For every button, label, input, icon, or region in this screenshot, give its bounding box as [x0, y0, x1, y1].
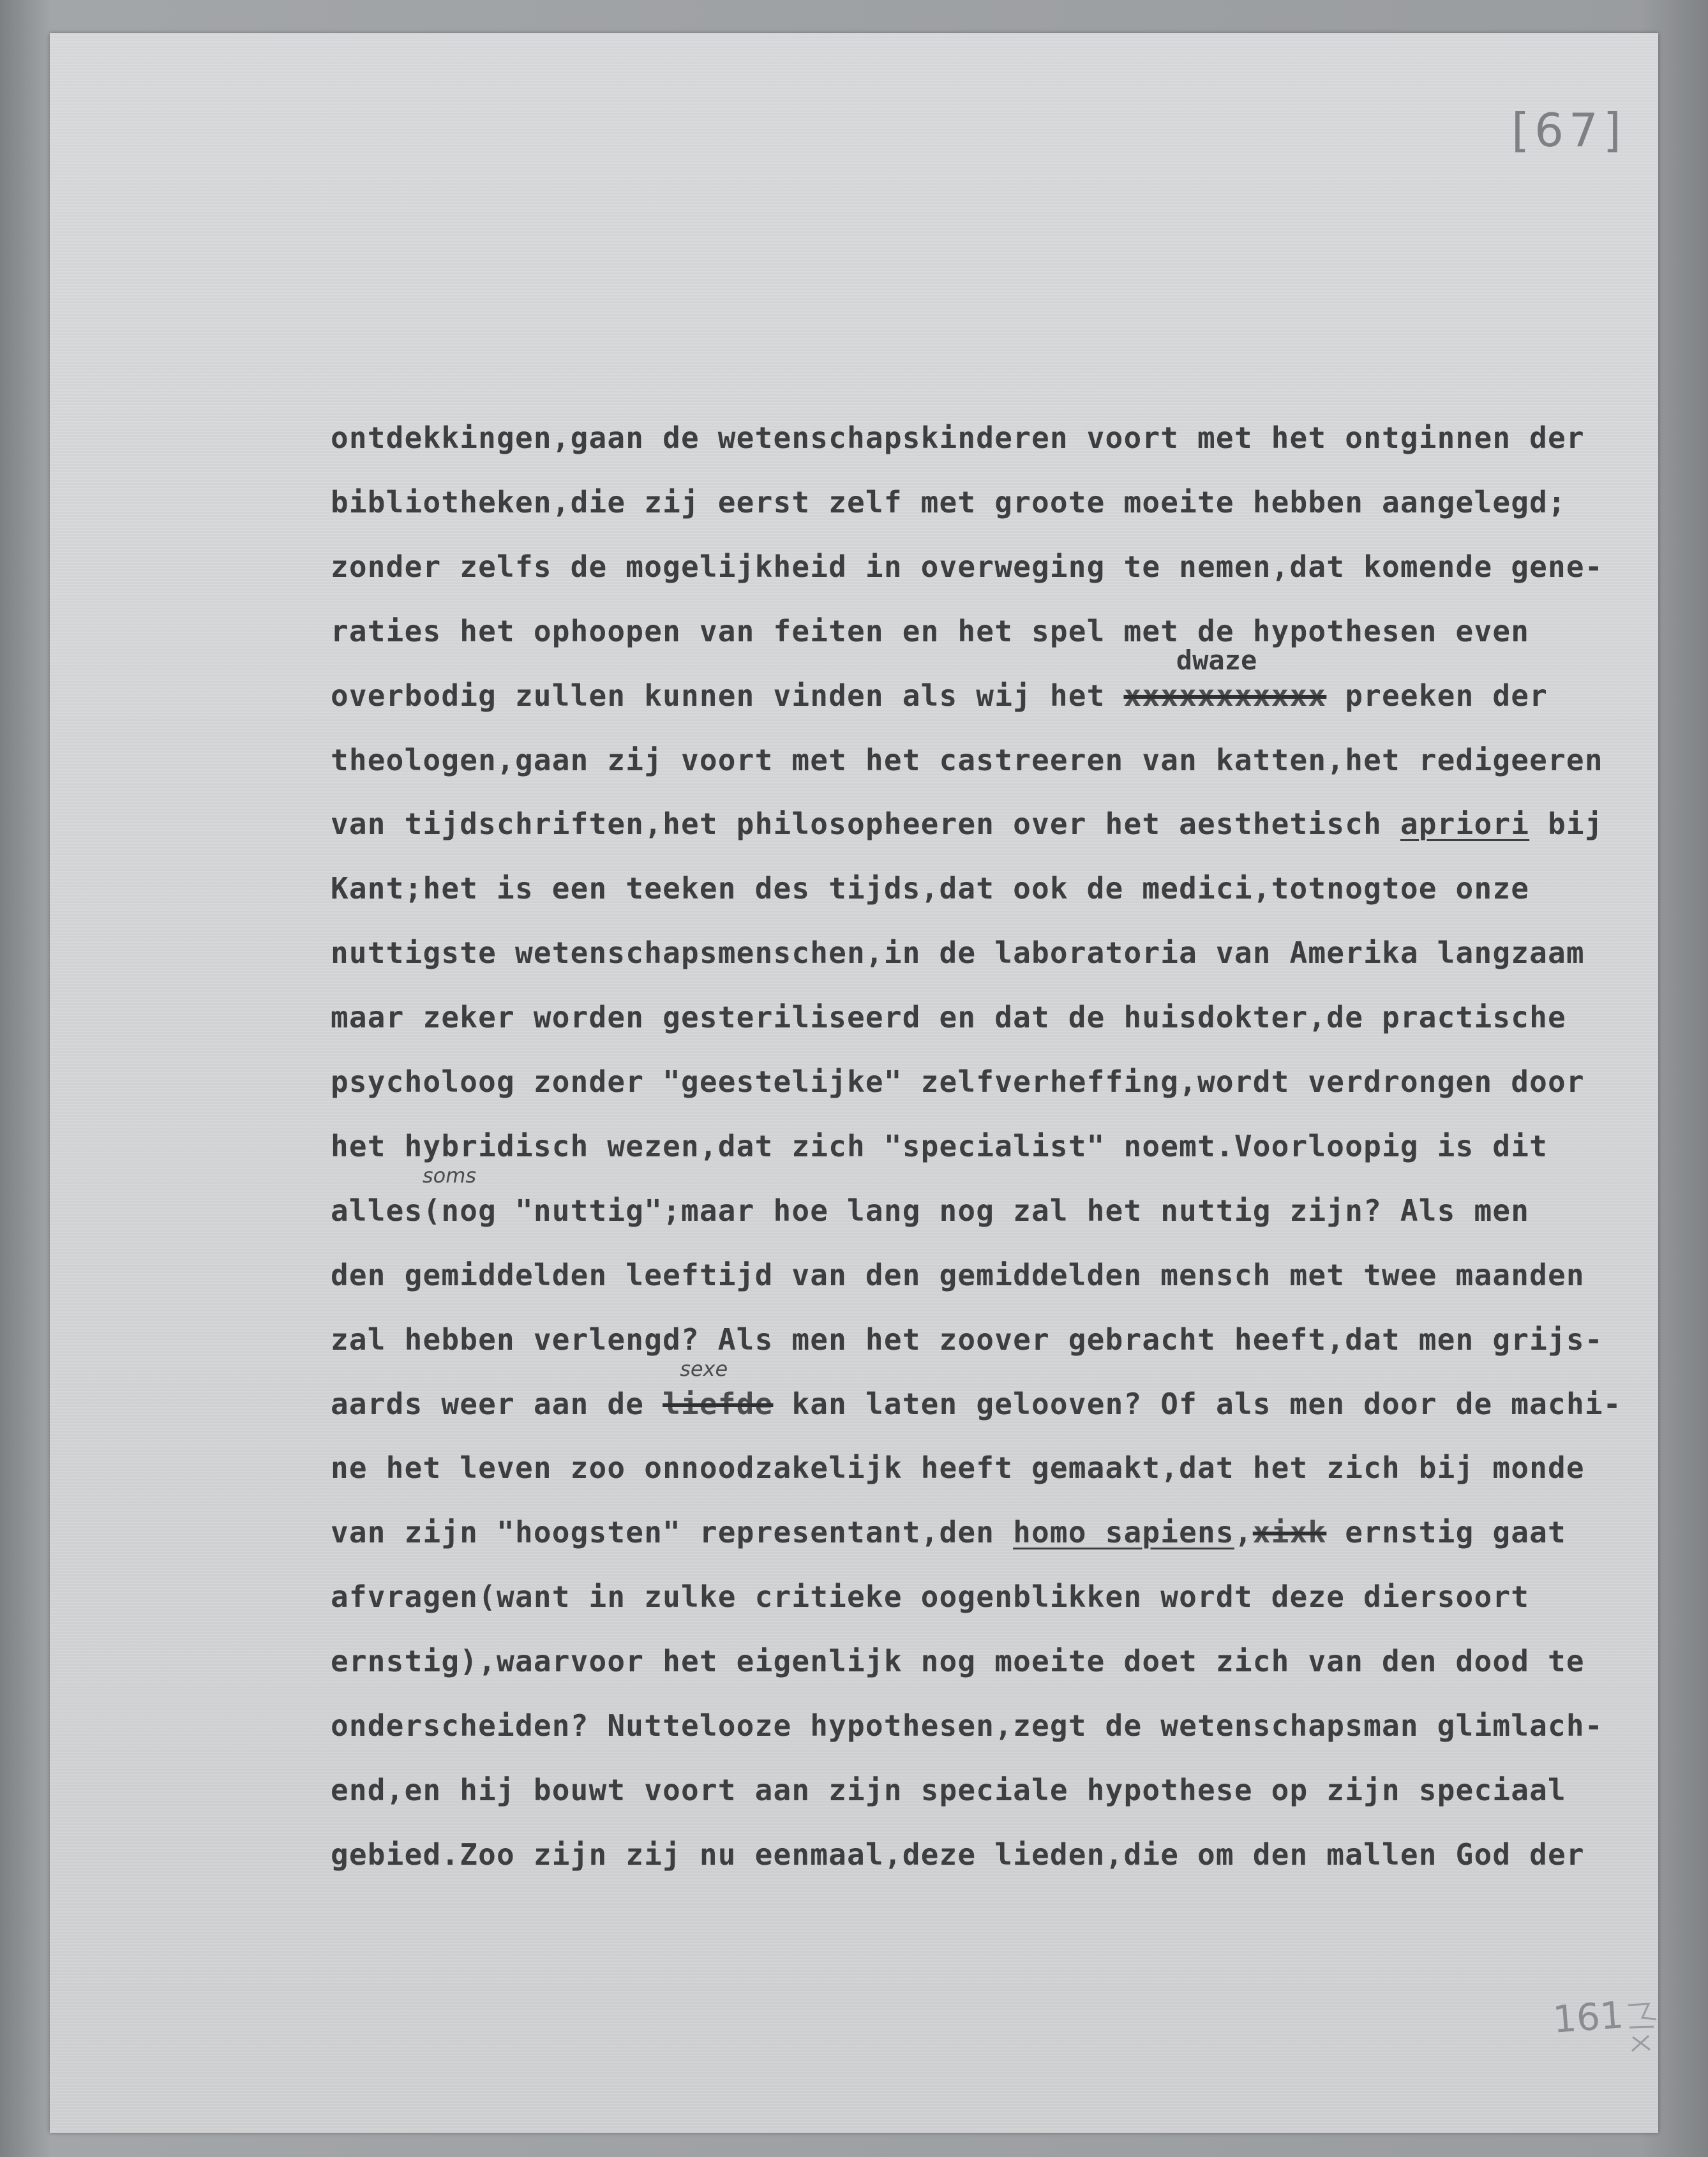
text-run: onderscheiden? Nuttelooze hypothesen,zegt de wetenschapsman glimlach-: [331, 1708, 1603, 1743]
text-run: bij: [1529, 807, 1603, 842]
scribble-mark-icon: [1623, 1999, 1661, 2056]
text-run: zal hebben verlengd? Als men het zoover gebracht heeft,dat men grijs-: [331, 1322, 1603, 1357]
text-run: zonder zelfs de mogelijkheid in overweging te nemen,dat komende gene-: [331, 549, 1603, 584]
text-line: [331, 1257, 1585, 1293]
text-run: ,: [1234, 1515, 1253, 1550]
archive-folio-mark: 161: [1551, 1993, 1625, 2041]
text-run: ontdekkingen,gaan de wetenschapskinderen voort met het ontginnen der: [331, 421, 1585, 455]
text-line: [331, 549, 1603, 585]
text-line: [331, 999, 1566, 1035]
text-line: [331, 1064, 1585, 1100]
text-run: overbodig zullen kunnen vinden als wij het: [331, 678, 1124, 713]
text-line: [331, 935, 1585, 971]
underlined-text: homo sapiens: [1013, 1515, 1234, 1550]
struck-out-text: xixk: [1252, 1515, 1327, 1550]
text-run: ernstig gaat: [1326, 1515, 1566, 1550]
text-line: [331, 1708, 1603, 1743]
text-run: het hybridisch wezen,dat zich "specialist" noemt.Voorloopig is dit: [331, 1128, 1548, 1163]
text-run: ernstig),waarvoor het eigenlijk nog moeite doet zich van den dood te: [331, 1644, 1585, 1679]
text-run: alles(nog "nuttig";maar hoe lang nog zal het nuttig zijn? Als men: [331, 1193, 1530, 1228]
text-line: [331, 1386, 1622, 1422]
text-run: theologen,gaan zij voort met het castreeren van katten,het redigeeren: [331, 742, 1603, 777]
text-run: Kant;het is een teeken des tijds,dat ook de medici,totnogtoe onze: [331, 871, 1530, 906]
text-run: kan laten gelooven? Of als men door de machi-: [773, 1386, 1622, 1421]
text-line: [331, 484, 1566, 520]
text-line: [331, 806, 1603, 842]
typed-insertion-dwaze: dwaze: [1176, 644, 1257, 676]
underlined-text: apriori: [1400, 807, 1530, 842]
text-run: ne het leven zoo onnoodzakelijk heeft gemaakt,dat het zich bij monde: [331, 1451, 1585, 1486]
text-line: [331, 613, 1529, 649]
text-line: [331, 1322, 1603, 1357]
text-line: [331, 1514, 1566, 1550]
text-line: [331, 1643, 1585, 1679]
text-line: [331, 1450, 1585, 1486]
text-line: [331, 678, 1548, 713]
text-run: end,en hij bouwt voort aan zijn speciale hypothese op zijn speciaal: [331, 1772, 1566, 1807]
text-run: maar zeker worden gesteriliseerd en dat de huisdokter,de practische: [331, 1000, 1566, 1035]
handwritten-insertion-sexe: sexe: [680, 1356, 728, 1381]
text-line: [331, 1128, 1548, 1164]
text-run: den gemiddelden leeftijd van den gemiddelden mensch met twee maanden: [331, 1257, 1585, 1292]
text-run: van tijdschriften,het philosopheeren over het aesthetisch: [331, 807, 1400, 842]
text-line: [331, 742, 1603, 778]
text-line: [331, 1193, 1529, 1228]
text-run: gebied.Zoo zijn zij nu eenmaal,deze lieden,die om den mallen God der: [331, 1837, 1585, 1872]
text-run: aards weer aan de: [331, 1386, 663, 1421]
text-run: afvragen(want in zulke critieke oogenblikken wordt deze diersoort: [331, 1579, 1530, 1615]
struck-out-text: xxxxxxxxxxx: [1123, 678, 1327, 713]
text-line: [331, 1837, 1585, 1872]
text-line: [331, 870, 1529, 906]
handwritten-insertion-soms: soms: [423, 1163, 477, 1188]
text-run: nuttigste wetenschapsmenschen,in de laboratoria van Amerika langzaam: [331, 936, 1585, 971]
page-number: [67]: [1511, 103, 1626, 157]
text-run: preeken der: [1326, 678, 1548, 713]
text-run: van zijn "hoogsten" representant,den: [331, 1515, 1014, 1550]
text-run: raties het ophoopen van feiten en het spel met de hypothesen even: [331, 613, 1530, 648]
struck-out-text: liefde: [663, 1386, 774, 1421]
text-line: [331, 1579, 1529, 1615]
text-line: [331, 420, 1585, 456]
text-line: [331, 1772, 1566, 1808]
text-run: bibliotheken,die zij eerst zelf met groote moeite hebben aangelegd;: [331, 484, 1566, 519]
text-run: psycholoog zonder "geestelijke" zelfverheffing,wordt verdrongen door: [331, 1064, 1585, 1099]
